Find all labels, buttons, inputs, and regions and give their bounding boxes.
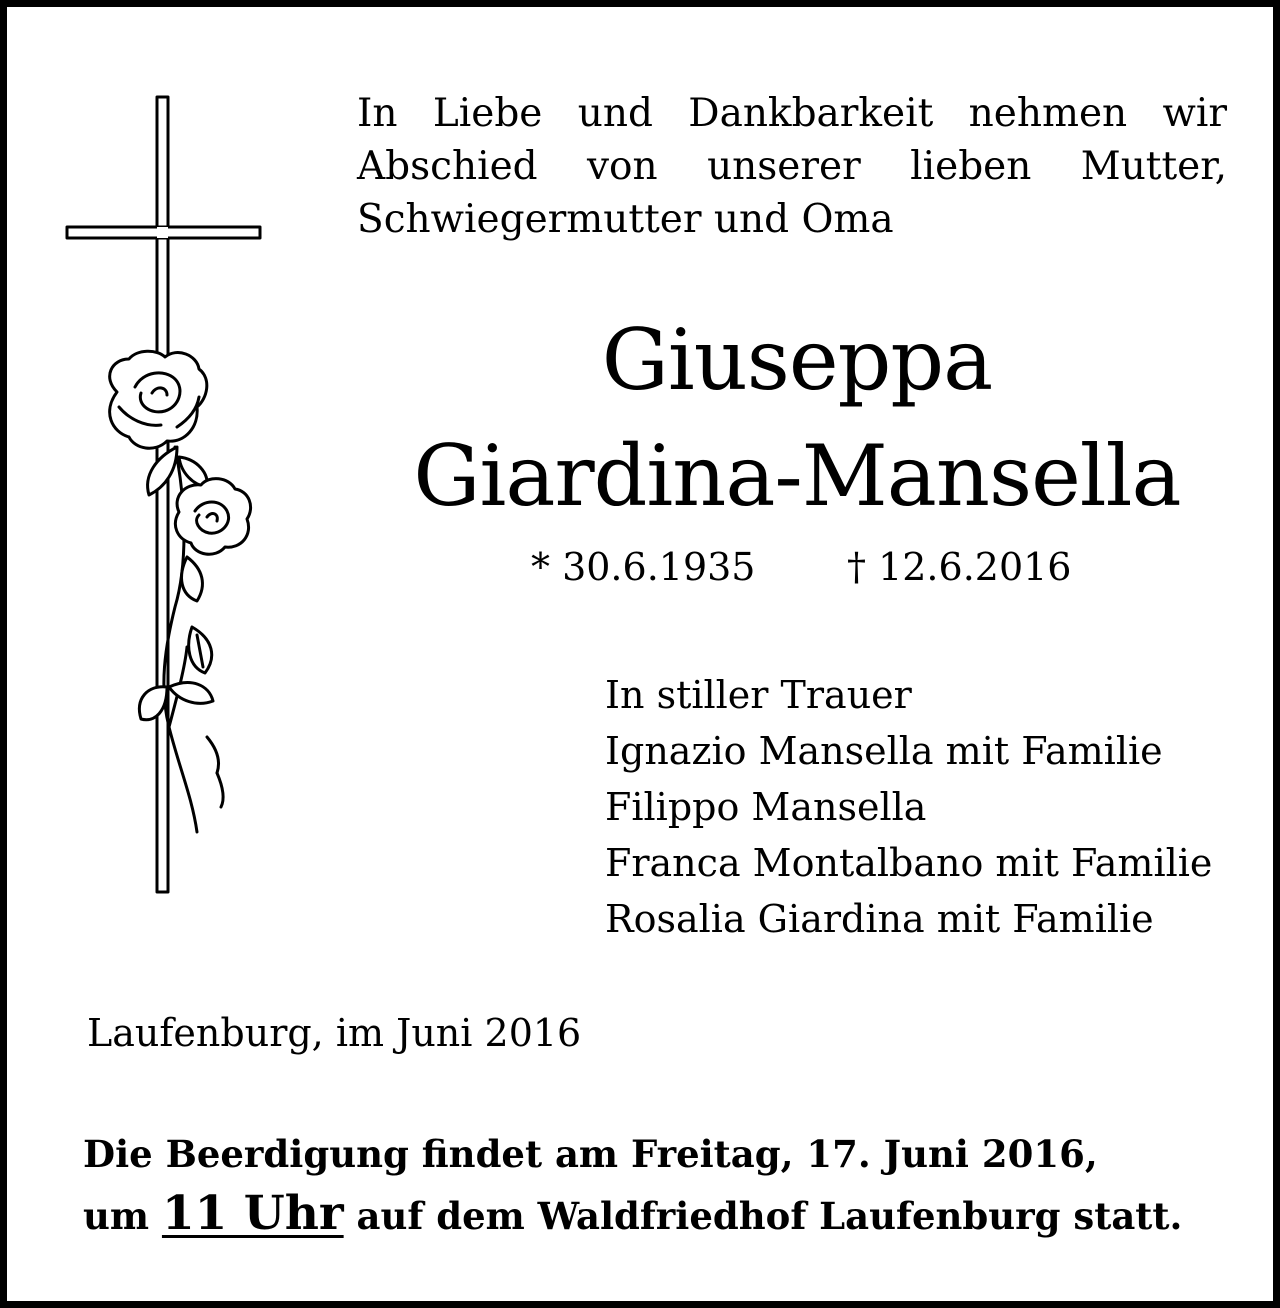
mourner-line: Rosalia Giardina mit Familie [605, 897, 1154, 941]
funeral-line-2-prefix: um [83, 1194, 162, 1238]
cross-with-roses-icon [57, 87, 277, 907]
intro-line-3: Schwiegermutter und Oma [357, 197, 894, 242]
mourner-line: Filippo Mansella [605, 785, 927, 829]
life-dates [527, 542, 1087, 592]
funeral-line-2 [83, 1184, 1243, 1246]
intro-line-2: Abschied von unserer lieben Mutter, [357, 144, 1227, 189]
deceased-name [357, 302, 1237, 534]
birth-date: * 30.6.1935 [531, 545, 756, 589]
deceased-last-name: Giardina-Mansella [413, 427, 1181, 525]
mourner-line: Ignazio Mansella mit Familie [605, 729, 1163, 773]
mourner-line: In stiller Trauer [605, 673, 912, 717]
intro-text [357, 87, 1227, 246]
place-and-date: Laufenburg, im Juni 2016 [87, 1011, 582, 1055]
mourners-list [605, 667, 1212, 947]
funeral-time: 11 Uhr [161, 1186, 344, 1241]
funeral-line-1: Die Beerdigung findet am Freitag, 17. Juni 2016, [83, 1132, 1098, 1176]
funeral-line-2-suffix: auf dem Waldfriedhof Laufenburg statt. [343, 1194, 1183, 1238]
intro-line-1: In Liebe und Dankbarkeit nehmen wir [357, 91, 1227, 136]
funeral-announcement [83, 1124, 1243, 1246]
death-date: † 12.6.2016 [847, 545, 1072, 589]
deceased-first-name: Giuseppa [601, 311, 993, 409]
mourner-line: Franca Montalbano mit Familie [605, 841, 1213, 885]
